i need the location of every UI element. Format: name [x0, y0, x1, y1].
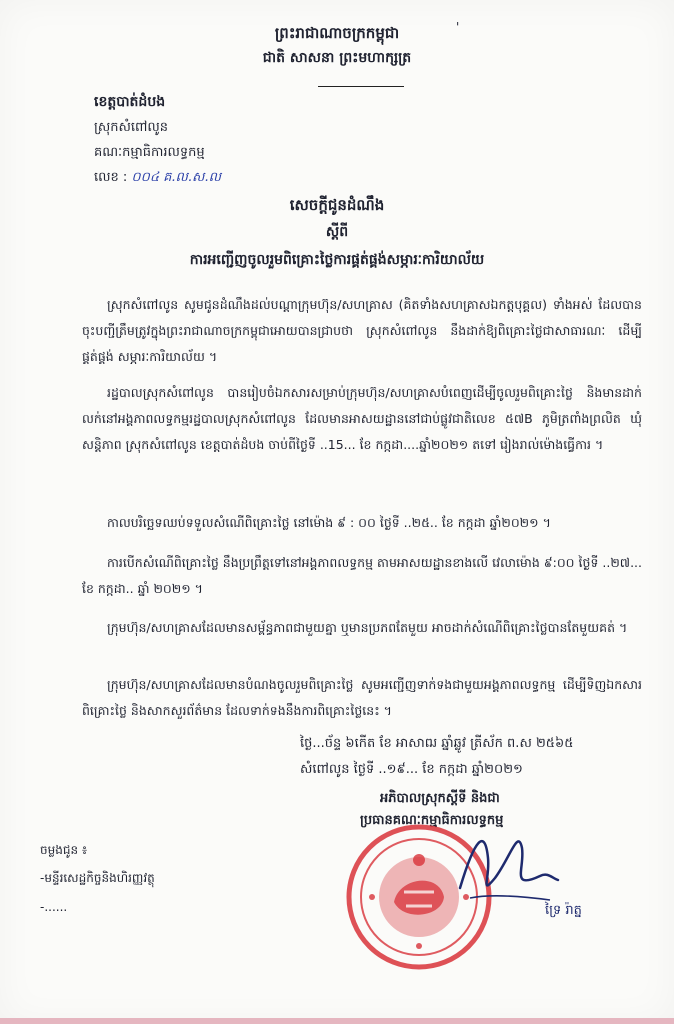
paragraph-documents: រដ្ឋបាលស្រុកសំពៅលូន បានរៀបចំឯកសារសម្រាប់ក្រុមហ៊ុន/សហគ្រាសបំពេញដើម្បីចូលរួមពិគ្រោះថ្លៃ និងមានដាក់លក់នៅអង្គភាពលទ្ធកម្មរដ្ឋបាលស្រុកសំពៅលូន ដែលមានអាសយដ្ឋាននៅជាប់ផ្លូវជាតិលេខ ៥៧B ភូមិត្រពាំងព្រលិត ឃុំសន្តិភាព ស្រុកសំពៅលូន ខេត្តបាត់ដំបង ចាប់ពីថ្ងៃទី ..15... ខែ កក្កដា....ឆ្នាំ២០២១ តទៅ រៀងរាល់ម៉ោងធ្វើការ ។	[82, 385, 642, 452]
paragraph-opening: ការបើកសំណើពិគ្រោះថ្លៃ នឹងប្រព្រឹត្តទៅនៅអង្គភាពលទ្ធកម្ម តាមអាសយដ្ឋានខាងលើ វេលាម៉ោង ៩:០០ ថ្ងៃទី ..២៧... ខែ កក្កដា.. ឆ្នាំ ២០២១ ។	[82, 555, 642, 596]
reference-label: លេខ :	[94, 170, 128, 185]
handwritten-signature	[440, 818, 560, 908]
copy-recipient-1: -មន្ទីរសេដ្ឋកិច្ចនិងហិរញ្ញវត្ថុ	[40, 871, 155, 885]
lunar-date: ថ្ងៃ...ច័ន្ទ ៦កើត ខែ អាសាឍ ឆ្នាំឆ្លូវ ត្រីស័ក ព.ស ២៥៦៥	[300, 736, 574, 751]
copy-to-label: ចម្លងជូន ៖	[40, 843, 88, 857]
copy-recipient-2: -......	[40, 900, 68, 914]
paragraph-deadline: កាលបរិច្ឆេទឈប់ទទួលសំណើពិគ្រោះថ្លៃ នៅម៉ោង ៩ : ០០ ថ្ងៃទី ..២៥.. ខែ កក្កដា ឆ្នាំ២០២១ ។	[107, 515, 551, 530]
page-bottom-edge	[0, 1018, 674, 1024]
kingdom-heading: ព្រះរាជាណាចក្រកម្ពុជា	[274, 24, 400, 42]
paragraph-eligibility: ក្រុមហ៊ុន/សហគ្រាសដែលមានសម្ព័ន្ធភាពជាមួយគ្នា ឬមានប្រភពតែមួយ អាចដាក់សំណើពិគ្រោះថ្លៃបានតែមួយគត់ ។	[107, 620, 628, 635]
district-name: ស្រុកសំពៅលូន	[94, 120, 169, 135]
reference-value: ០០៤ គ.ល.ស.ល	[131, 170, 221, 185]
motto-divider	[318, 86, 404, 87]
notice-title: សេចក្តីជូនដំណឹង	[289, 196, 385, 214]
solar-date: សំពៅលូន ថ្ងៃទី ..១៩... ខែ កក្កដា ឆ្នាំ២០២១	[300, 762, 523, 777]
header-mark: '	[456, 20, 460, 34]
paragraph-contact: ក្រុមហ៊ុន/សហគ្រាសដែលមានបំណងចូលរួមពិគ្រោះថ្លៃ សូមអញ្ជើញទាក់ទងជាមួយអង្គភាពលទ្ធកម្ម ដើម្បីទិញឯកសារពិគ្រោះថ្លៃ និងសាកសួរព័ត៌មាន ដែលទាក់ទងនឹងការពិគ្រោះថ្លៃនេះ ។	[82, 677, 642, 718]
committee-name: គណៈកម្មាធិការលទ្ធកម្ម	[94, 145, 205, 160]
notice-subject: ការអញ្ជើញចូលរួមពិគ្រោះថ្លៃការផ្គត់ផ្គង់សម្ភារៈការិយាល័យ	[189, 252, 485, 268]
signatory-title: អភិបាលស្រុកស្តីទី និងជា	[380, 791, 500, 806]
reference-number	[94, 168, 221, 188]
paragraph-intro: ស្រុកសំពៅលូន សូមជូនដំណឹងដល់បណ្តាក្រុមហ៊ុន/សហគ្រាស (គិតទាំងសហគ្រាសឯកត្តបុគ្គល) ទាំងអស់ ដែលបានចុះបញ្ជីត្រឹមត្រូវក្នុងព្រះរាជាណាចក្រកម្ពុជាអោយបានជ្រាបថា ស្រុកសំពៅលូន នឹងដាក់ឱ្យពិគ្រោះថ្លៃជាសាធារណៈ ដើម្បីផ្គត់ផ្គង់ សម្ភារៈការិយាល័យ ។	[82, 297, 642, 364]
notice-subject-label: ស្តីពី	[325, 224, 349, 240]
signatory-name: ទ្រៃ រ៉ាត្ន	[545, 903, 582, 918]
province-name: ខេត្តបាត់ដំបង	[94, 94, 166, 110]
motto-heading: ជាតិ សាសនា ព្រះមហាក្សត្រ	[262, 50, 412, 66]
signatory-role: ប្រធានគណៈកម្មាធិការលទ្ធកម្ម	[360, 813, 504, 828]
